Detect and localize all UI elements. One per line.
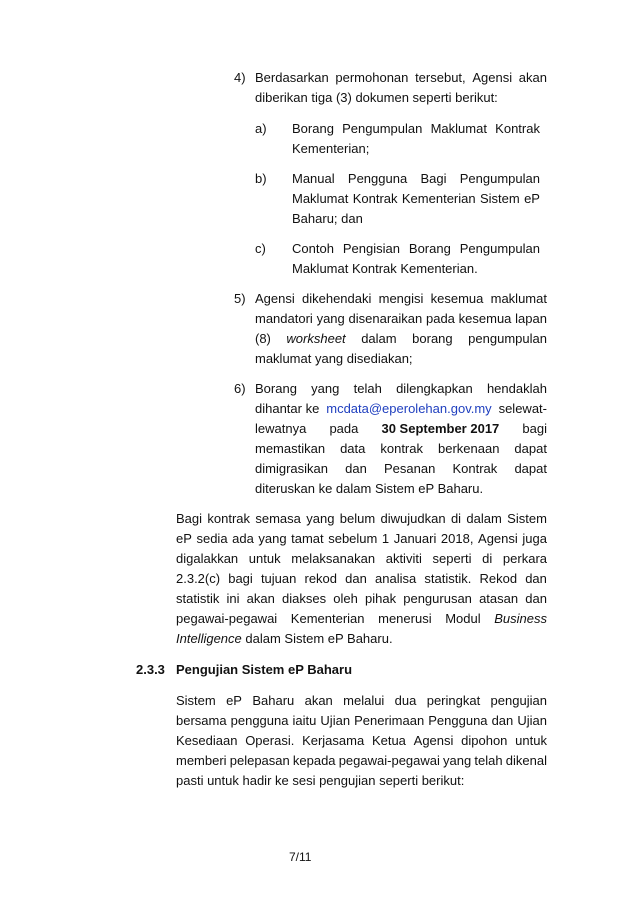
word: mandatori — [255, 311, 313, 326]
deadline-date: 30 September 2017 — [381, 421, 500, 436]
word: Pengguna — [347, 171, 408, 186]
word: seperti — [432, 551, 472, 566]
word: 2.3.2(c) — [176, 571, 221, 586]
para-1-line-5 — [176, 590, 547, 608]
word: untuk — [248, 551, 281, 566]
word: hendaklah — [486, 381, 547, 396]
item-4-number: 4) — [234, 70, 246, 85]
item-4c-line-2: Maklumat Kontrak Kementerian. — [292, 261, 478, 276]
word: diwujudkan — [380, 511, 446, 526]
word: maklumat — [490, 291, 547, 306]
para-2-line-1 — [176, 692, 547, 710]
word: atasan — [479, 591, 519, 606]
word: Kontrak — [352, 191, 398, 206]
word: pengumpulan — [468, 331, 547, 346]
word: pada — [425, 311, 455, 326]
word: Kementerian — [401, 191, 476, 206]
word: perkara — [502, 551, 547, 566]
word: semasa — [255, 511, 301, 526]
word: akan — [518, 70, 547, 85]
word: Borang — [408, 241, 451, 256]
para-1-line-7-rest: dalam Sistem eP Baharu. — [241, 631, 393, 646]
word: dilengkapkan — [396, 381, 473, 396]
word: worksheet — [286, 331, 346, 346]
word: dimigrasikan — [255, 461, 328, 476]
word: yang — [306, 511, 335, 526]
word: Ujian — [517, 713, 547, 728]
word: pengurusan — [403, 591, 472, 606]
item-6-line-5 — [255, 460, 547, 478]
para-2-line-2 — [176, 712, 547, 730]
word: telah — [474, 753, 503, 768]
page-number: 7/11 — [289, 850, 312, 864]
word: bersama — [176, 713, 227, 728]
item-5-number: 5) — [234, 291, 246, 306]
word: eP — [226, 693, 242, 708]
word: tamat — [291, 531, 324, 546]
word: dan — [525, 591, 547, 606]
word: Sistem — [507, 511, 547, 526]
word: Pengumpulan — [342, 121, 423, 136]
word: Contoh — [292, 241, 334, 256]
word: permohonan — [335, 70, 409, 85]
word: kepada — [292, 753, 336, 768]
word: analisa — [375, 571, 417, 586]
word: Kesediaan — [176, 733, 238, 748]
word: (8) — [255, 331, 271, 346]
section-title: Pengujian Sistem eP Baharu — [176, 662, 353, 677]
word: dan — [345, 461, 367, 476]
word: Pengumpulan — [459, 171, 540, 186]
item-4a-letter: a) — [255, 121, 267, 136]
word: yang — [316, 311, 345, 326]
word: dan — [491, 713, 514, 728]
word: akan — [246, 591, 275, 606]
item-4-line-2: diberikan tiga (3) dokumen seperti berikut: — [255, 90, 498, 105]
item-6-line-2-post: selewat- — [498, 401, 547, 416]
word: mengisi — [378, 291, 424, 306]
word: Baharu — [252, 693, 295, 708]
word: Kerjasama — [302, 733, 365, 748]
word: Bagi — [176, 511, 203, 526]
para-2-line-3 — [176, 732, 547, 750]
word: dan — [345, 571, 367, 586]
word: dapat — [514, 441, 547, 456]
item-6-line-3-word: pada — [329, 421, 359, 436]
word: tujuan — [260, 571, 297, 586]
word: aktiviti — [385, 551, 422, 566]
word: kesemua — [430, 291, 484, 306]
item-5-line-3 — [255, 330, 547, 348]
item-6-line-3-word: lewatnya — [255, 421, 307, 436]
item-4b-letter: b) — [255, 171, 267, 186]
word: disenaraikan — [348, 311, 423, 326]
word: dipohon — [461, 733, 508, 748]
word: Rekod — [479, 571, 518, 586]
para-1-line-3 — [176, 550, 547, 568]
word: melaksanakan — [291, 551, 376, 566]
item-6-number: 6) — [234, 381, 246, 396]
word: bagi — [228, 571, 253, 586]
word: data — [340, 441, 366, 456]
word: dalam — [466, 511, 502, 526]
word: Berdasarkan — [255, 70, 329, 85]
word: Bagi — [420, 171, 447, 186]
word: statistik — [176, 591, 220, 606]
word: juga — [522, 531, 547, 546]
word: ini — [226, 591, 240, 606]
word: Pengguna — [428, 713, 488, 728]
word: Kontrak — [452, 461, 498, 476]
word: diakses — [282, 591, 327, 606]
word: dua — [394, 693, 417, 708]
word: Pesanan — [384, 461, 436, 476]
word: pengujian — [490, 693, 547, 708]
item-6-line-6: diteruskan ke dalam Sistem eP Baharu. — [255, 481, 484, 496]
item-4c-line-1 — [292, 240, 540, 258]
word: pelepasan — [229, 753, 290, 768]
word: rekod — [304, 571, 338, 586]
business-intelligence-italic: Intelligence — [176, 631, 242, 646]
item-6-line-4 — [255, 440, 547, 458]
word: Manual — [292, 171, 335, 186]
word: pegawai-pegawai — [338, 753, 440, 768]
item-6-line-3-word: bagi — [522, 421, 547, 436]
item-5-line-2 — [255, 310, 547, 328]
para-1-line-2 — [176, 530, 547, 548]
word: belum — [339, 511, 376, 526]
word: Januari — [393, 531, 437, 546]
word: sebelum — [328, 531, 378, 546]
word: dan — [525, 571, 547, 586]
item-6-line-2-pre: dihantar ke — [255, 401, 320, 416]
word: memberi — [176, 753, 227, 768]
word: Agensi — [478, 531, 518, 546]
word: Borang — [292, 121, 334, 136]
item-4a-line-2: Kementerian; — [292, 141, 370, 156]
word: iaitu — [292, 713, 317, 728]
word: Kementerian — [290, 611, 365, 626]
word: yang — [443, 753, 472, 768]
item-4b-line-3: Baharu; dan — [292, 211, 363, 226]
item-4b-line-2 — [292, 190, 540, 208]
item-6-line-2 — [255, 400, 547, 418]
word: Agensi — [472, 70, 513, 85]
para-1-line-6 — [176, 610, 547, 628]
word: kontrak — [207, 511, 251, 526]
word: Penerimaan — [354, 713, 425, 728]
word: lapan — [515, 311, 547, 326]
word: Ketua — [371, 733, 406, 748]
item-5-line-4: maklumat yang disediakan; — [255, 351, 413, 366]
word: eP — [176, 531, 192, 546]
word: Maklumat — [430, 121, 487, 136]
para-2-line-4 — [176, 752, 547, 770]
item-5-line-1 — [255, 290, 547, 308]
word: yang — [311, 381, 340, 396]
word: Modul — [445, 611, 481, 626]
word: pengguna — [230, 713, 289, 728]
word: berkenaan — [437, 441, 500, 456]
word: melalui — [343, 693, 385, 708]
word: Maklumat — [292, 191, 349, 206]
word: 2018, — [440, 531, 474, 546]
word: memastikan — [255, 441, 326, 456]
item-6-line-3 — [255, 420, 547, 438]
word: Borang — [255, 381, 297, 396]
email-link[interactable]: mcdata@eperolehan.gov.my — [326, 401, 492, 416]
word: Agensi — [255, 291, 295, 306]
word: 1 — [381, 531, 390, 546]
word: pihak — [365, 591, 397, 606]
word: kontrak — [380, 441, 423, 456]
word: Sistem — [479, 191, 520, 206]
word: digalakkan — [176, 551, 239, 566]
word: Sistem — [176, 693, 216, 708]
word: telah — [353, 381, 382, 396]
item-6-line-1 — [255, 380, 547, 398]
word: eP — [524, 191, 540, 206]
word: borang — [412, 331, 453, 346]
word: Pengisian — [342, 241, 400, 256]
item-4c-letter: c) — [255, 241, 266, 256]
word: dikenal — [505, 753, 547, 768]
para-2-line-5: pasti untuk hadir ke sesi pengujian seperti berikut: — [176, 773, 465, 788]
item-4b-line-1 — [292, 170, 540, 188]
word: Pengumpulan — [459, 241, 540, 256]
word: Agensi — [413, 733, 454, 748]
word: ada — [232, 531, 254, 546]
word: tersebut, — [415, 70, 466, 85]
word: sedia — [196, 531, 228, 546]
para-1-line-4 — [176, 570, 547, 588]
word: di — [482, 551, 493, 566]
word: statistik. — [424, 571, 472, 586]
word: pegawai-pegawai — [176, 611, 278, 626]
section-number: 2.3.3 — [136, 662, 165, 677]
word: yang — [258, 531, 287, 546]
para-1-line-1 — [176, 510, 547, 528]
word: akan — [304, 693, 333, 708]
word: dikehendaki — [301, 291, 372, 306]
item-4-line-1 — [255, 69, 547, 87]
word: Kontrak — [495, 121, 540, 136]
word: di — [450, 511, 462, 526]
word: dapat — [514, 461, 547, 476]
word: peringkat — [426, 693, 481, 708]
word: menerusi — [378, 611, 432, 626]
item-4a-line-1 — [292, 120, 540, 138]
word: Operasi. — [245, 733, 295, 748]
word: oleh — [333, 591, 358, 606]
para-1-line-7 — [176, 630, 393, 648]
word: Business — [494, 611, 547, 626]
word: kesemua — [458, 311, 512, 326]
word: Ujian — [320, 713, 351, 728]
word: untuk — [515, 733, 547, 748]
word: dalam — [361, 331, 397, 346]
